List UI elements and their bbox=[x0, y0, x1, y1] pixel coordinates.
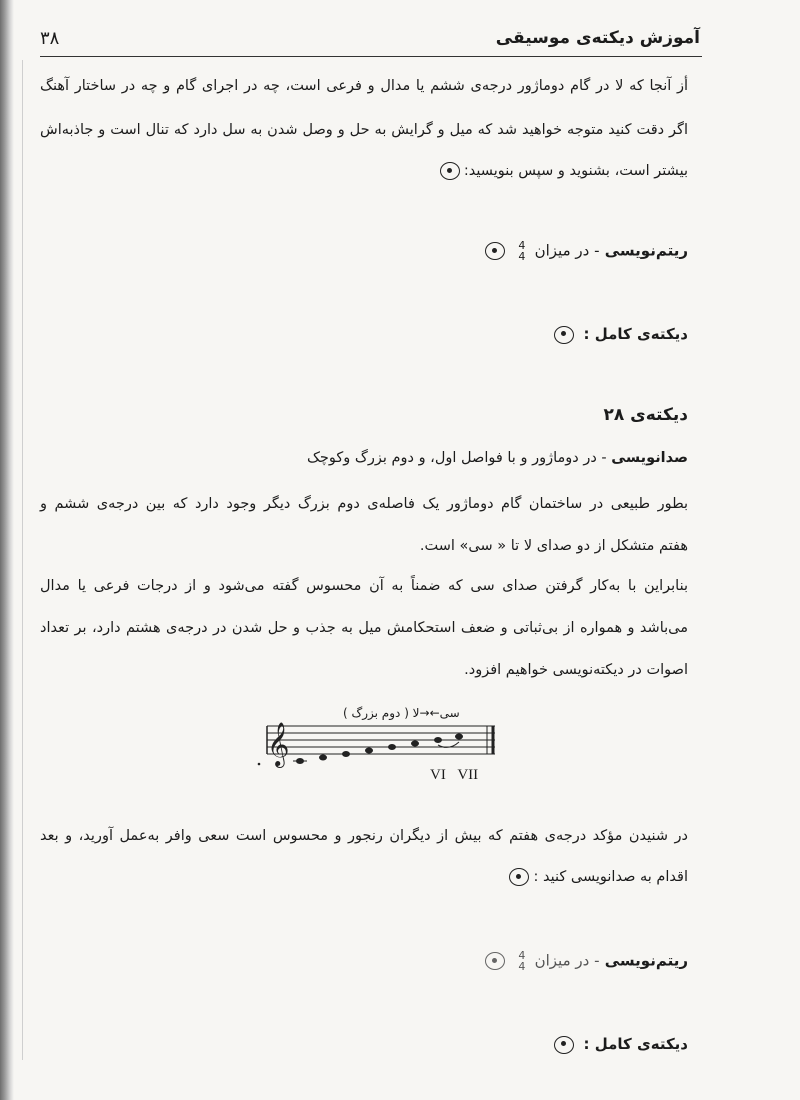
solfege-line bbox=[307, 450, 688, 466]
rhythm-suffix: - در میزان bbox=[534, 951, 600, 970]
time-signature-bottom: 4 bbox=[518, 250, 526, 263]
header-title: آموزش دیکته‌ی موسیقی bbox=[495, 28, 700, 48]
section-title: دیکته‌ی ۲۸ bbox=[603, 405, 688, 425]
time-signature-top: 4 bbox=[518, 239, 526, 252]
paragraph1-line3 bbox=[436, 162, 688, 180]
audio-cd-icon[interactable] bbox=[509, 868, 529, 886]
time-signature-top: 4 bbox=[518, 949, 526, 962]
time-signature bbox=[518, 950, 525, 972]
staff-annotation: سی←→لا ( دوم بزرگ ) bbox=[343, 706, 460, 720]
page-number: ۳۸ bbox=[40, 28, 60, 49]
note bbox=[296, 758, 304, 764]
paragraph1-line3-text: بیشتر است، بشنوید و سپس بنویسید: bbox=[463, 163, 688, 179]
audio-cd-icon[interactable] bbox=[485, 952, 505, 970]
paragraph3-line3: اصوات در دیکته‌نویسی خواهیم افزود. bbox=[464, 662, 688, 678]
complete-dictation-1 bbox=[550, 325, 688, 344]
time-signature bbox=[518, 240, 525, 262]
paragraph3-line1: بنابراین با به‌کار گرفتن صدای سی که ضمناً به آن محسوس گفته می‌شود و از درجات فرعی یا مدال bbox=[40, 578, 688, 594]
solfege-label: صدانویسی bbox=[611, 450, 688, 466]
rhythm-dictation-1 bbox=[481, 240, 688, 262]
paragraph4-line2 bbox=[505, 868, 688, 886]
paragraph2-line2: هفتم متشکل از دو صدای لا تا « سی» است. bbox=[419, 538, 688, 554]
dot bbox=[258, 763, 261, 766]
time-signature-bottom: 4 bbox=[518, 960, 526, 973]
paragraph1-line1: أز آنجا که لا در گام دوماژور درجه‌ی ششم یا مدال و فرعی است، چه در اجرای گام و چه در ساختار آهنگ bbox=[40, 78, 688, 94]
header-rule bbox=[40, 56, 702, 57]
numeral-vi: VI bbox=[430, 767, 446, 783]
note bbox=[342, 751, 350, 757]
audio-cd-icon[interactable] bbox=[554, 1036, 574, 1054]
paragraph4-line1: در شنیدن مؤکد درجه‌ی هفتم که بیش از دیگران رنجور و محسوس است سعی وافر به‌عمل آورید، و بعد bbox=[40, 828, 688, 844]
note bbox=[319, 755, 327, 761]
rhythm-suffix: - در میزان bbox=[534, 241, 600, 260]
audio-cd-icon[interactable] bbox=[554, 326, 574, 344]
paragraph4-line2-text: اقدام به صدانویسی کنید : bbox=[533, 869, 688, 885]
note bbox=[411, 741, 419, 747]
note bbox=[455, 734, 463, 740]
audio-cd-icon[interactable] bbox=[485, 242, 505, 260]
numeral-vii: VII bbox=[457, 767, 479, 783]
treble-clef-icon: 𝄞 bbox=[267, 722, 290, 766]
note bbox=[434, 737, 442, 743]
rhythm-label: ریتم‌نویسی bbox=[604, 241, 688, 260]
note bbox=[365, 748, 373, 754]
complete-dictation-2 bbox=[550, 1035, 688, 1054]
rhythm-dictation-2 bbox=[481, 950, 688, 972]
solfege-suffix: - در دوماژور و با فواصل اول، و دوم بزرگ وکوچک bbox=[306, 450, 607, 466]
paragraph2-line1: بطور طبیعی در ساختمان گام دوماژور یک فاصله‌ی دوم بزرگ دیگر وجود دارد که بین درجه‌ی ششم و bbox=[40, 496, 688, 512]
paragraph1-line2: اگر دقت کنید متوجه خواهید شد که میل و گرایش به حل و وصل شدن به سل دارد که تنال است و جاذبه‌اش bbox=[40, 122, 688, 138]
complete-dictation-label: دیکته‌ی کامل : bbox=[583, 325, 688, 343]
staff-notes bbox=[293, 734, 463, 765]
roman-numerals bbox=[430, 767, 486, 784]
staff-lines bbox=[267, 726, 495, 754]
note bbox=[388, 744, 396, 750]
paragraph3-line2: می‌باشد و همواره از بی‌ثباتی و ضعف استحکامش میل به جذب و حل شدن در درجه‌ی هشتم دارد، بر تعداد bbox=[40, 620, 688, 636]
complete-dictation-label: دیکته‌ی کامل : bbox=[583, 1035, 688, 1053]
rhythm-label: ریتم‌نویسی bbox=[604, 951, 688, 970]
audio-cd-icon[interactable] bbox=[440, 162, 460, 180]
running-header bbox=[40, 28, 700, 58]
